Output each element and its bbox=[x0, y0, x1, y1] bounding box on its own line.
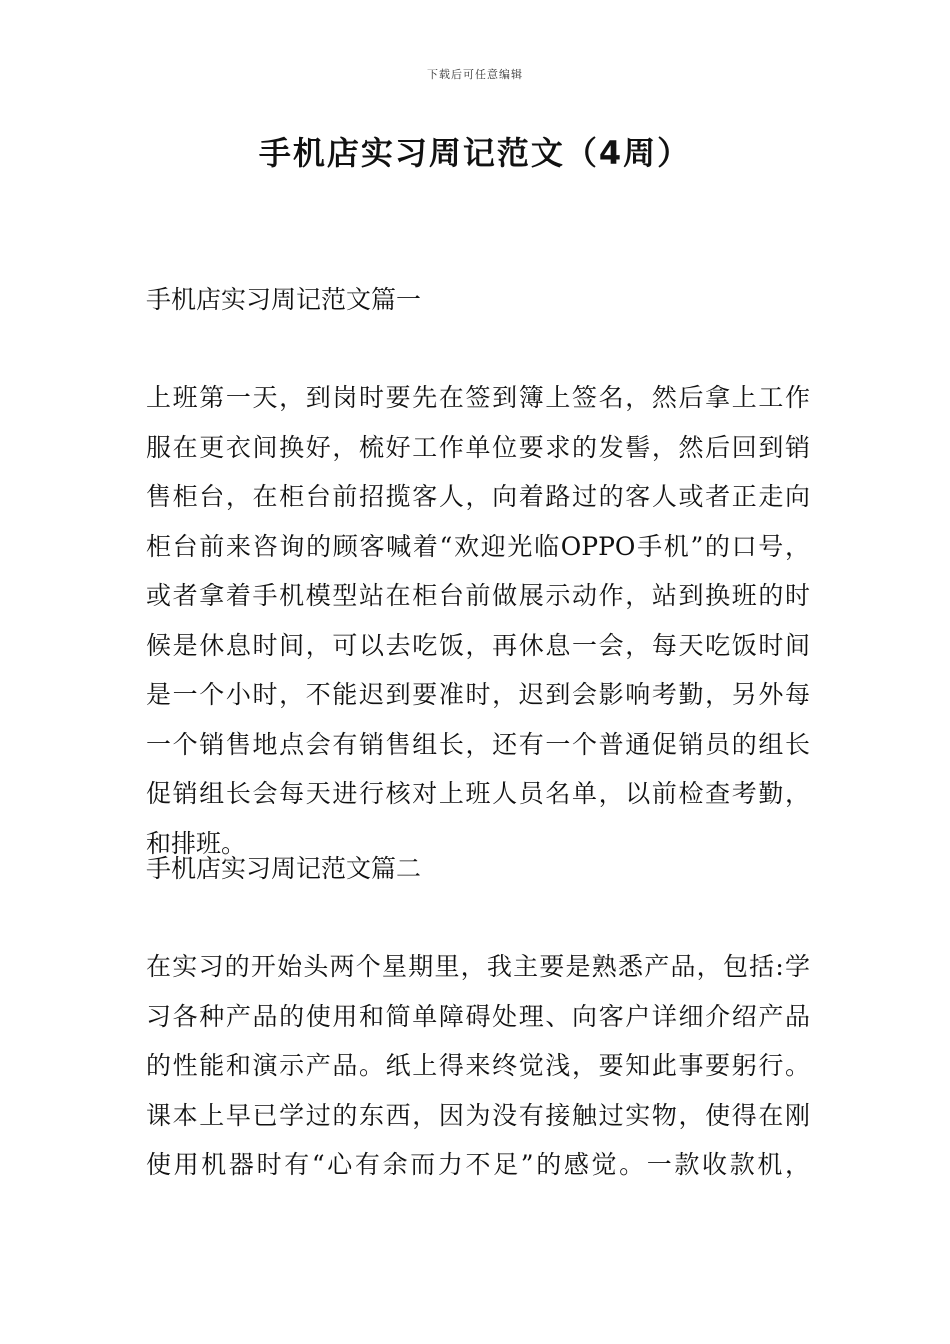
text-line: 的性能和演示产品。纸上得来终觉浅，要知此事要躬行。 bbox=[146, 1051, 810, 1080]
text-line: 候是休息时间，可以去吃饭，再休息一会，每天吃饭时间 bbox=[146, 630, 810, 660]
section-heading-2: 手机店实习周记范文篇二 bbox=[146, 854, 422, 883]
text-line: 在实习的开始头两个星期里，我主要是熟悉产品，包括:学 bbox=[146, 952, 810, 981]
text-line: 习各种产品的使用和简单障碍处理、向客户详细介绍产品 bbox=[146, 1001, 810, 1031]
text-line: 一个销售地点会有销售组长，还有一个普通促销员的组长 bbox=[146, 729, 810, 759]
section-heading-1: 手机店实习周记范文篇一 bbox=[146, 285, 422, 314]
header-note: 下载后可任意编辑 bbox=[427, 68, 523, 81]
text-line: 课本上早已学过的东西，因为没有接触过实物，使得在刚 bbox=[146, 1100, 810, 1130]
text-line: 服在更衣间换好，梳好工作单位要求的发髻，然后回到销 bbox=[146, 432, 810, 462]
document-title: 手机店实习周记范文（4周） bbox=[258, 134, 692, 172]
text-line: 或者拿着手机模型站在柜台前做展示动作，站到换班的时 bbox=[146, 581, 810, 610]
section-1-paragraph bbox=[146, 373, 810, 868]
text-line: 售柜台，在柜台前招揽客人，向着路过的客人或者正走向 bbox=[146, 482, 810, 511]
text-line: 是一个小时，不能迟到要准时，迟到会影响考勤，另外每 bbox=[146, 680, 810, 709]
text-line: 和排班。 bbox=[146, 828, 247, 858]
text-line: 促销组长会每天进行核对上班人员名单，以前检查考勤， bbox=[146, 779, 810, 808]
text-line: 使用机器时有“心有余而力不足”的感觉。一款收款机， bbox=[146, 1150, 810, 1179]
text-line: 柜台前来咨询的顾客喊着“欢迎光临OPPO手机”的口号， bbox=[146, 531, 810, 561]
section-2-paragraph bbox=[146, 942, 810, 1190]
text-line: 上班第一天，到岗时要先在签到簿上签名，然后拿上工作 bbox=[146, 383, 810, 412]
